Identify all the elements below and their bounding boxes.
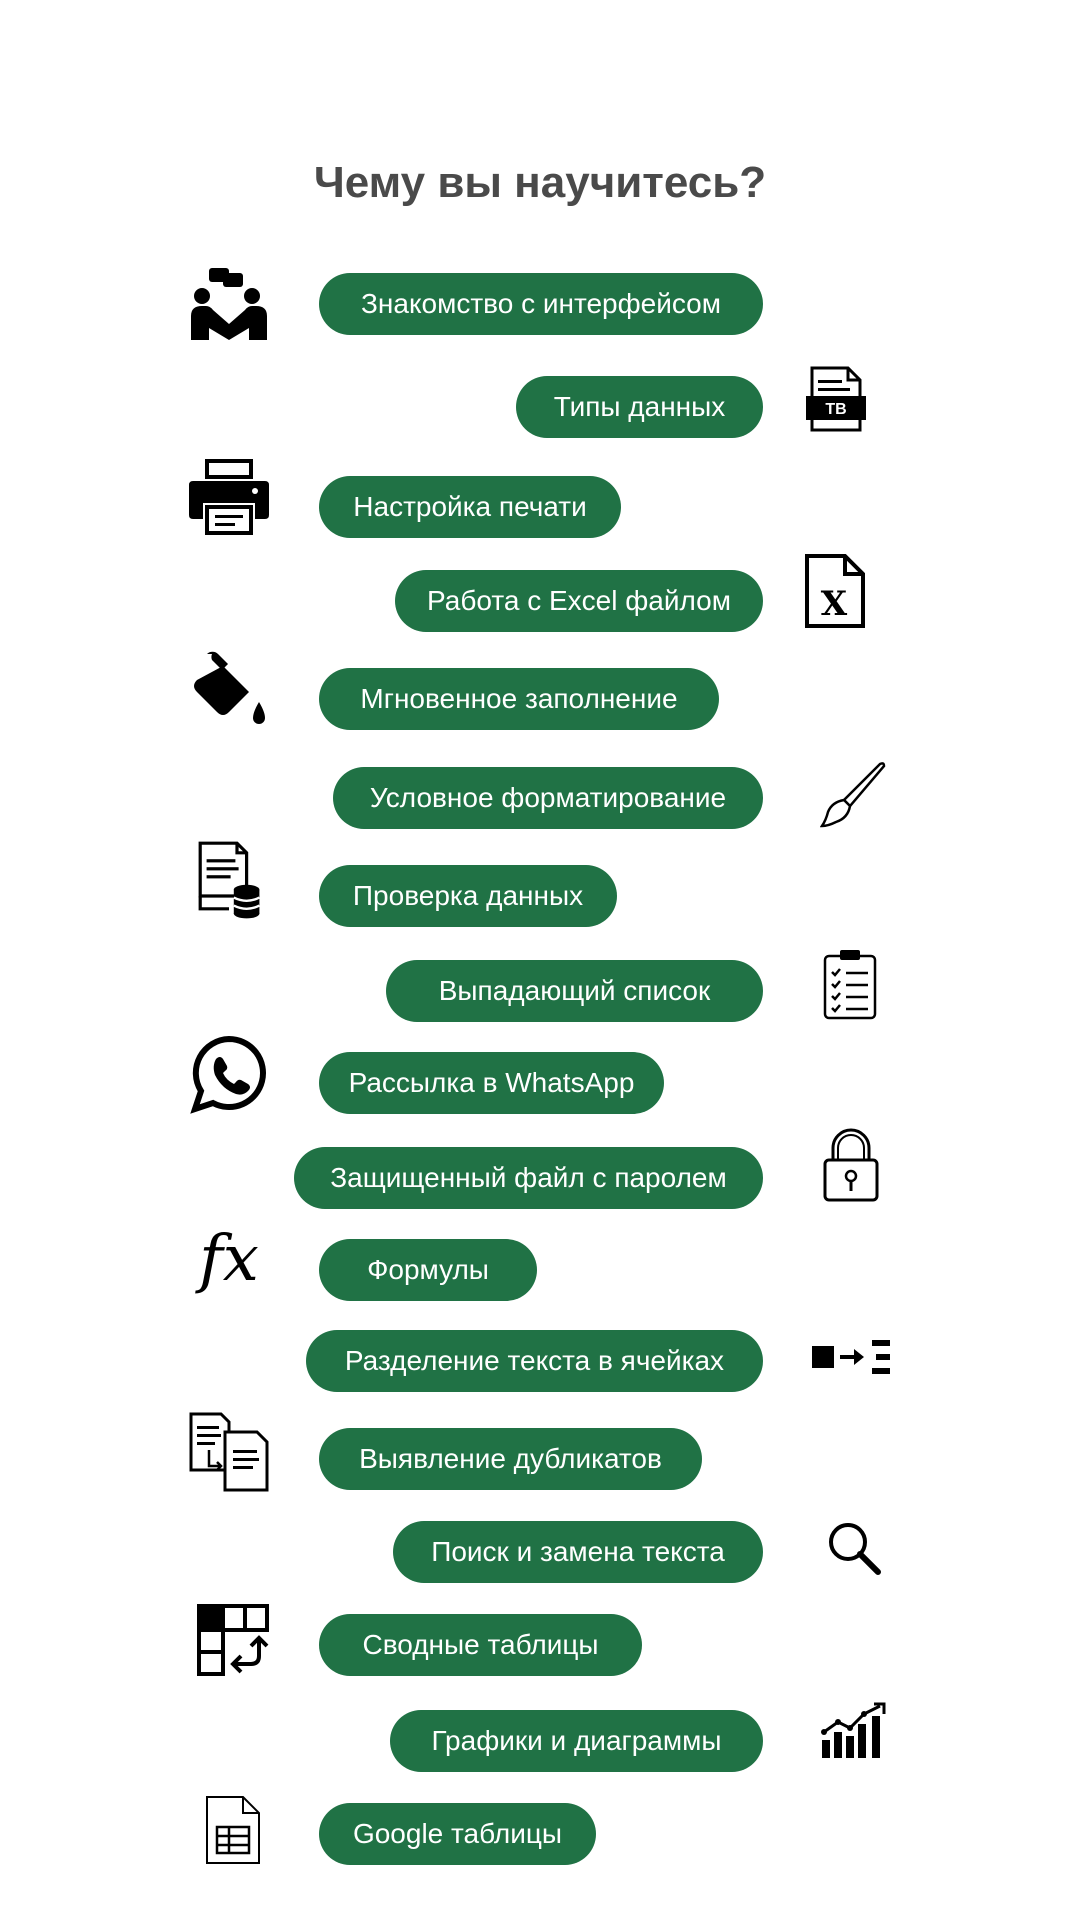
topic-pill-data-types: Типы данных bbox=[516, 376, 763, 438]
meeting-people-icon bbox=[189, 262, 269, 342]
paint-brush-icon bbox=[820, 760, 886, 828]
topic-pill-text-to-columns: Разделение текста в ячейках bbox=[306, 1330, 763, 1392]
topic-pill-find-replace: Поиск и замена текста bbox=[393, 1521, 763, 1583]
printer-icon bbox=[189, 455, 269, 535]
topic-pill-pivot-tables: Сводные таблицы bbox=[319, 1614, 642, 1676]
duplicate-documents-icon bbox=[189, 1412, 269, 1492]
bar-chart-icon bbox=[820, 1702, 886, 1758]
pivot-table-icon bbox=[197, 1604, 269, 1676]
padlock-icon bbox=[822, 1124, 880, 1204]
topic-pill-dropdown-list: Выпадающий список bbox=[386, 960, 763, 1022]
split-text-icon bbox=[812, 1338, 890, 1378]
svg-text:fx: fx bbox=[199, 1222, 259, 1296]
topic-pill-password-file: Защищенный файл с паролем bbox=[294, 1147, 763, 1209]
fx-icon bbox=[189, 1222, 269, 1302]
topic-pill-charts: Графики и диаграммы bbox=[390, 1710, 763, 1772]
paint-bucket-icon bbox=[189, 650, 269, 730]
topic-pill-conditional-formatting: Условное форматирование bbox=[333, 767, 763, 829]
topic-pill-data-validation: Проверка данных bbox=[319, 865, 617, 927]
svg-text:X: X bbox=[820, 584, 848, 624]
page-title: Чему вы научитесь? bbox=[313, 158, 767, 207]
document-tb-icon bbox=[806, 366, 866, 432]
topic-pill-flash-fill: Мгновенное заполнение bbox=[319, 668, 719, 730]
topic-pill-duplicates: Выявление дубликатов bbox=[319, 1428, 702, 1490]
excel-file-icon bbox=[804, 553, 866, 629]
svg-text:TB: TB bbox=[825, 401, 847, 418]
topic-pill-formulas: Формулы bbox=[319, 1239, 537, 1301]
google-sheets-icon bbox=[205, 1795, 261, 1865]
whatsapp-icon bbox=[189, 1035, 269, 1115]
topic-pill-google-sheets: Google таблицы bbox=[319, 1803, 596, 1865]
document-database-icon bbox=[189, 840, 269, 920]
clipboard-checklist-icon bbox=[822, 948, 878, 1020]
topic-pill-whatsapp: Рассылка в WhatsApp bbox=[319, 1052, 664, 1114]
topic-pill-print-setup: Настройка печати bbox=[319, 476, 621, 538]
magnifier-icon bbox=[826, 1520, 882, 1576]
topic-pill-interface: Знакомство с интерфейсом bbox=[319, 273, 763, 335]
topic-pill-excel-file: Работа с Excel файлом bbox=[395, 570, 763, 632]
